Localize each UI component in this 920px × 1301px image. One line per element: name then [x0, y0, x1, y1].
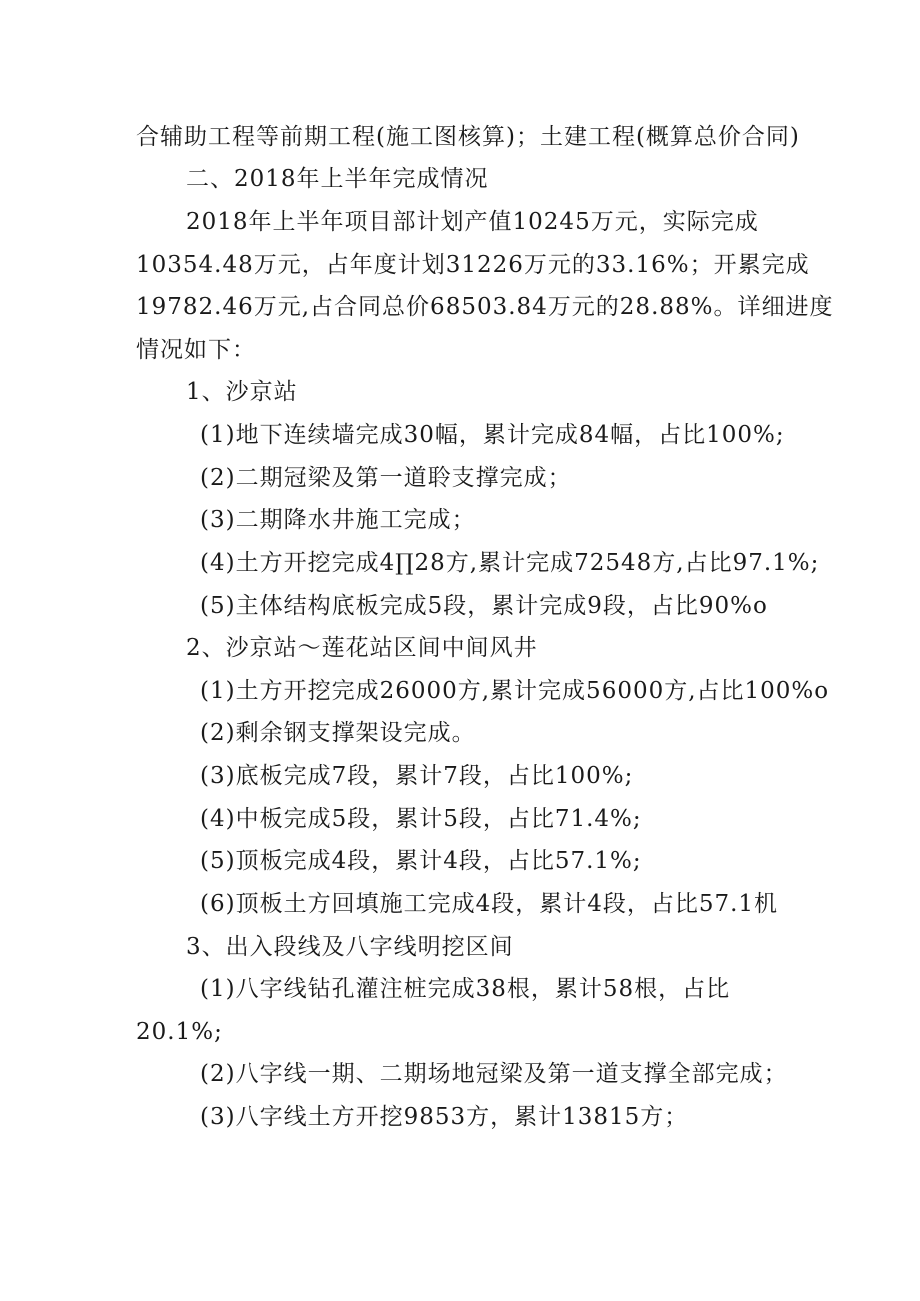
section-heading-2018-h1: 二、2018年上半年完成情况 [186, 166, 489, 192]
list-item: (5)主体结构底板完成5段，累计完成9段，占比90%o [200, 593, 768, 619]
list-item: (4)土方开挖完成4∏28方,累计完成72548方,占比97.1%; [200, 550, 820, 576]
summary-paragraph-line-2: 10354.48万元，占年度计划31226万元的33.16%；开累完成 [136, 252, 810, 278]
list-item-continuation: 20.1%; [136, 1019, 223, 1045]
subsection-heading-ventilation-shaft: 2、沙京站～莲花站区间中间风井 [186, 635, 538, 661]
list-item: (3)底板完成7段，累计7段，占比100%; [200, 763, 634, 789]
summary-paragraph-line-1: 2018年上半年项目部计划产值10245万元，实际完成 [186, 209, 759, 235]
summary-paragraph-line-3: 19782.46万元,占合同总价68503.84万元的28.88%。详细进度 [136, 294, 834, 320]
list-item: (2)八字线一期、二期场地冠梁及第一道支撑全部完成； [200, 1061, 788, 1087]
list-item: (5)顶板完成4段，累计4段，占比57.1%; [200, 848, 642, 874]
list-item: (6)顶板土方回填施工完成4段，累计4段，占比57.1机 [200, 891, 779, 917]
summary-paragraph-line-4: 情况如下： [136, 337, 256, 363]
list-item: (1)土方开挖完成26000方,累计完成56000方,占比100%o [200, 678, 830, 704]
list-item: (2)二期冠梁及第一道聆支撑完成； [200, 465, 572, 491]
list-item: (3)八字线土方开挖9853方，累计13815方； [200, 1104, 689, 1130]
paragraph-continuation-line: 合辅助工程等前期工程(施工图核算)；土建工程(概算总价合同) [136, 124, 800, 150]
list-item: (4)中板完成5段，累计5段，占比71.4%; [200, 806, 642, 832]
list-item: (3)二期降水井施工完成； [200, 507, 476, 533]
list-item: (1)八字线钻孔灌注桩完成38根，累计58根，占比 [200, 976, 731, 1002]
list-item: (1)地下连续墙完成30幅，累计完成84幅，占比100%; [200, 422, 785, 448]
subsection-heading-depot-access: 3、出入段线及八字线明挖区间 [186, 934, 514, 960]
list-item: (2)剩余钢支撑架设完成。 [200, 720, 476, 746]
subsection-heading-shajing-station: 1、沙京站 [186, 379, 298, 405]
